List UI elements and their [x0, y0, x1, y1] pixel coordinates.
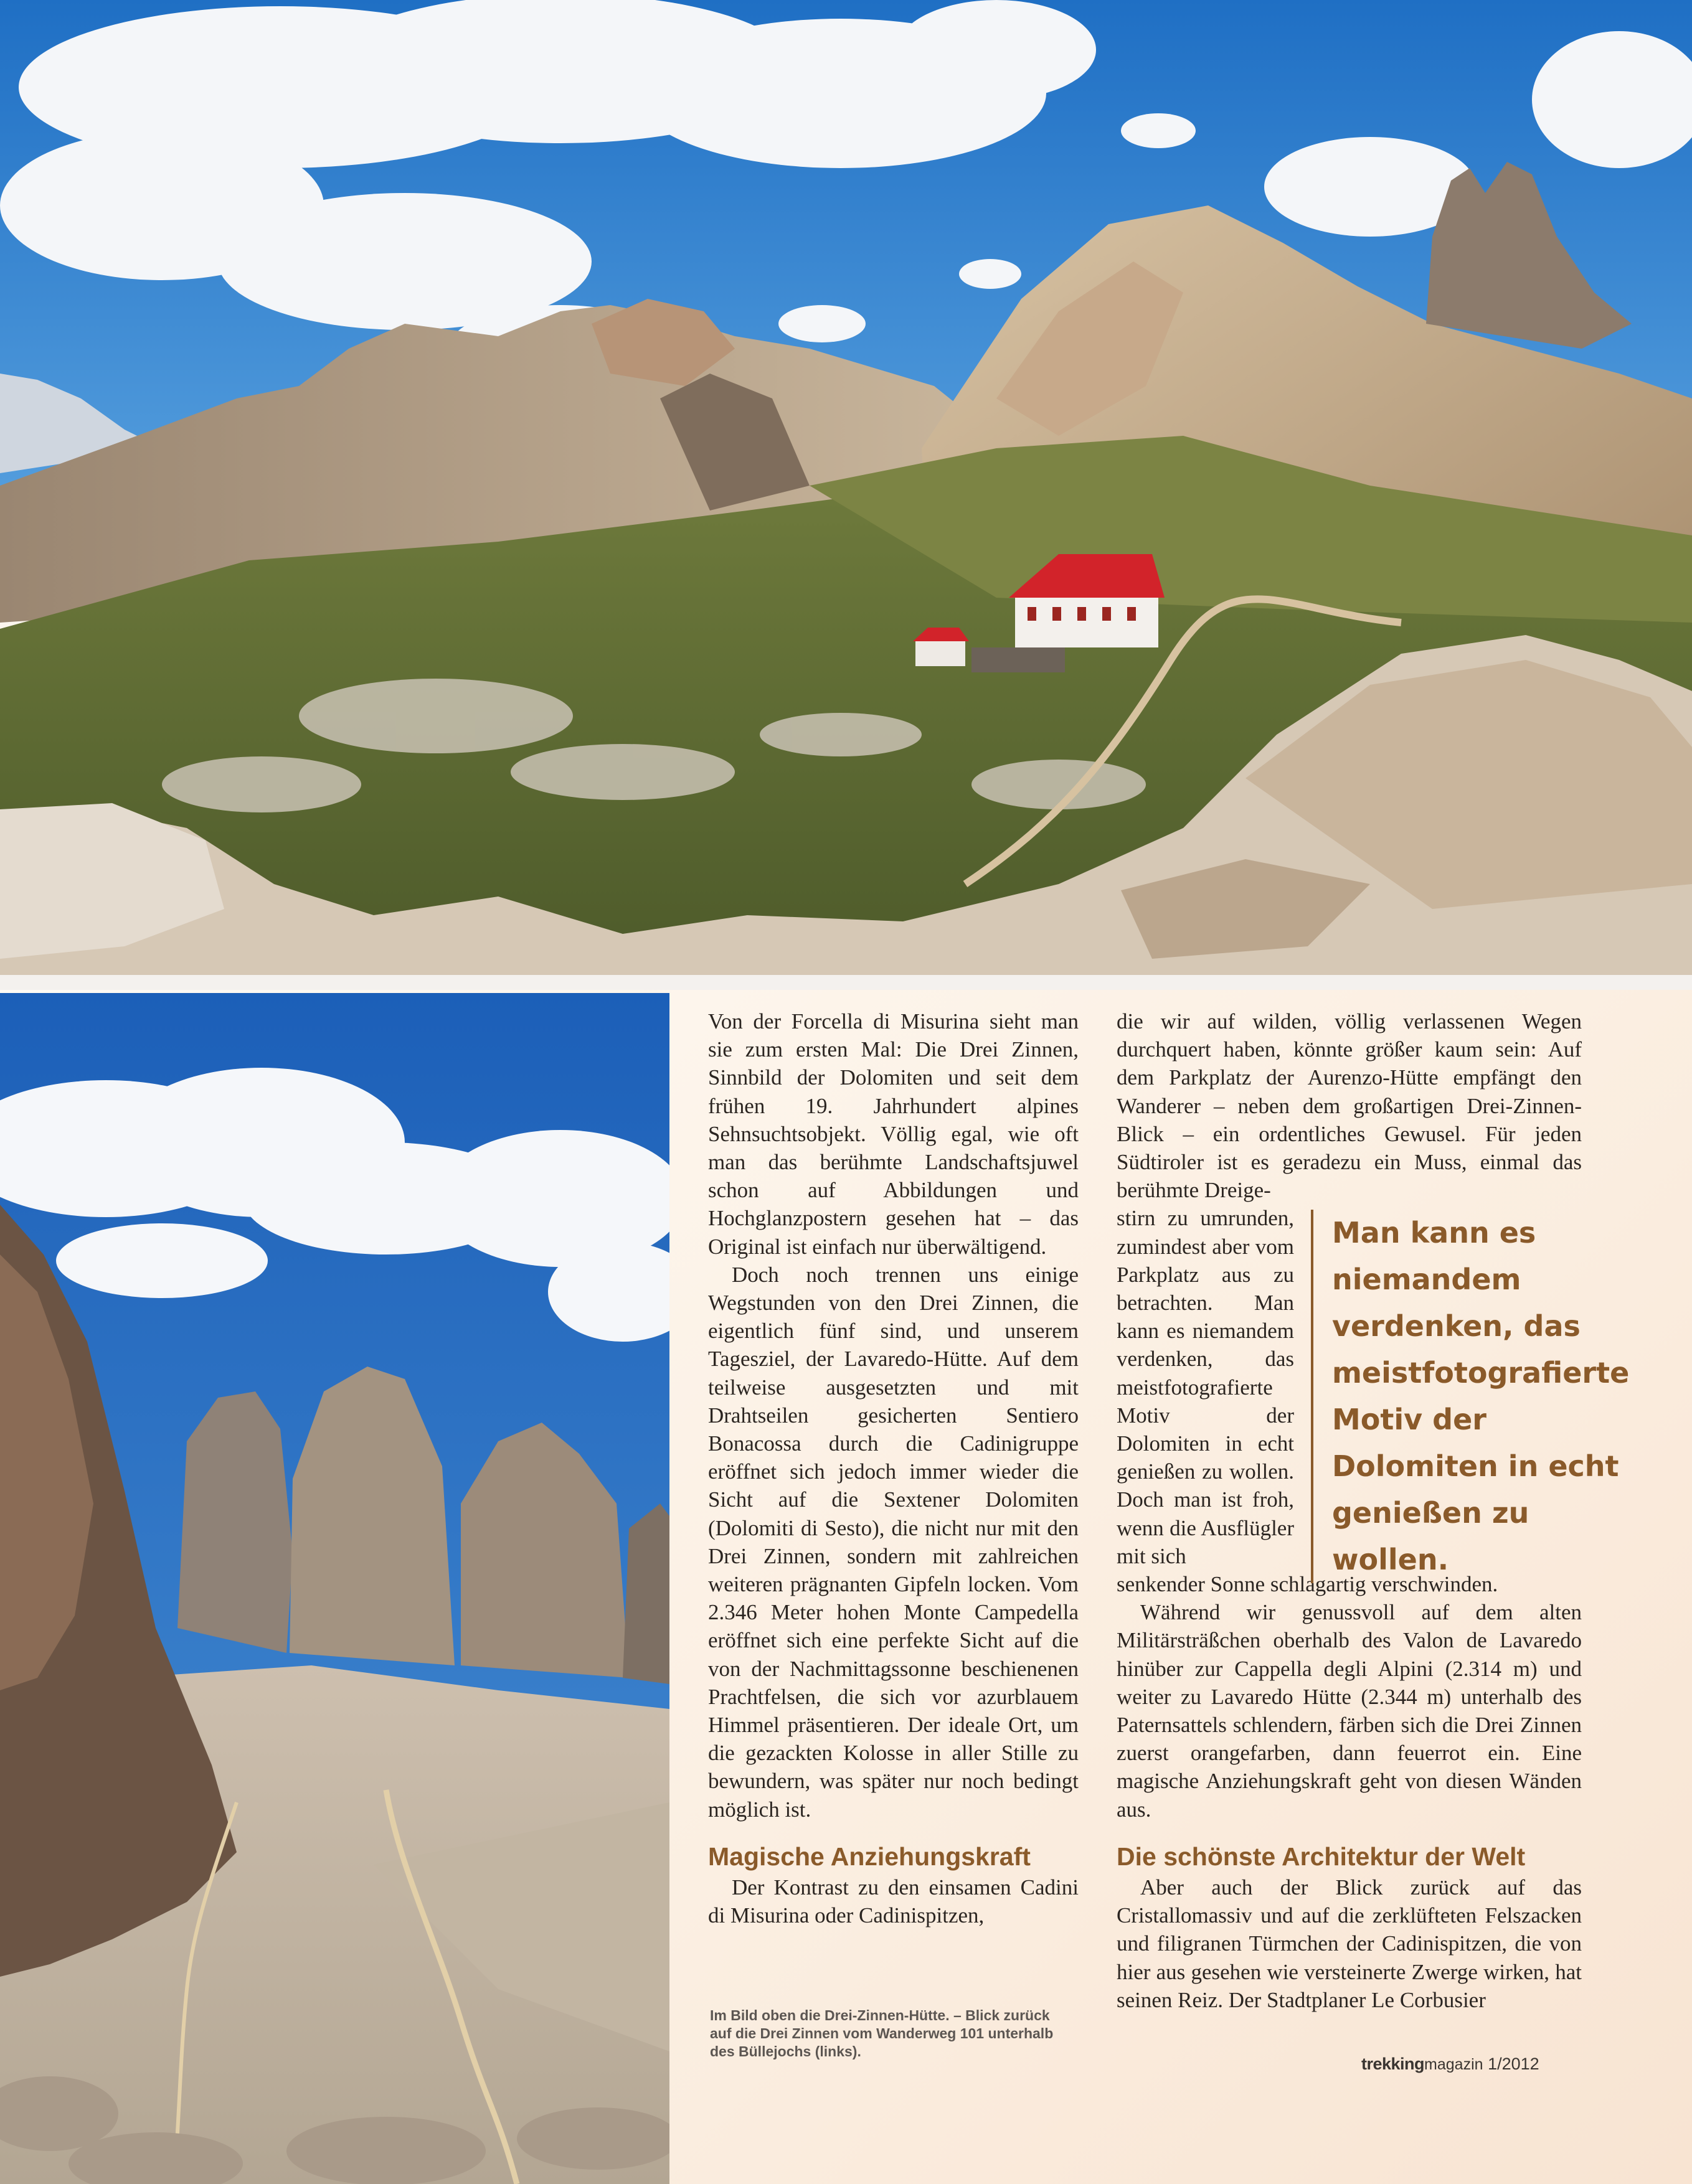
paragraph: senkender Sonne schlagartig verschwinden. — [1117, 1572, 1498, 1597]
paragraph: Während wir genussvoll auf dem alten Militärsträßchen oberhalb des Valon de Lavaredo hinüber zur Cappella degli Alpini (2.314 m) und weiter zu Lavaredo Hütte (2.344 m) unterhalb des Paternsattels schlendern, färben sich die Drei Zinnen zuerst orangefarben, dann feuerrot ein. Eine magische Anziehungskraft geht von diesen Wänden aus. — [1117, 1600, 1582, 1822]
kleine-zinne — [177, 1391, 293, 1653]
paragraph-beside-quote: stirn zu umrunden, zumindest aber vom Parkplatz aus zu betrachten. Man kann es niemandem verdenken, das meistfotografierte Motiv der Dolomiten in echt genießen zu wollen. Doch man ist froh, wenn die Ausflügler mit sich — [1117, 1206, 1294, 1568]
section-heading: Magische Anziehungskraft — [708, 1842, 1031, 1871]
page-footer — [1361, 2055, 1539, 2074]
article-column-1 — [708, 1007, 1079, 1929]
paragraph: Aber auch der Blick zurück auf das Cristallomassiv und auf die zerklüfteten Felszacken und filigranen Türmchen der Cadinispitzen, die von hier aus gesehen wie versteinerte Zwerge wirken, hat seinen Reiz. Der Stadtplaner Le Corbusier — [1117, 1875, 1582, 2012]
photo-caption: Im Bild oben die Drei-Zinnen-Hütte. – Blick zurück auf die Drei Zinnen vom Wanderweg 101 unterhalb des Büllejochs (links). — [710, 2007, 1054, 2059]
magazine-label: magazin — [1424, 2056, 1483, 2073]
paragraph: die wir auf wilden, völlig verlassenen Wegen durchquert haben, könnte größer kaum sein: Auf dem Parkplatz der Aurenzo-Hütte empfängt den Wanderer – neben dem großartigen Drei-Zinnen-Blick – ein ordentliches Gewusel. Für jeden Südtiroler ist es geradezu ein Muss, einmal das berühmte Dreige- — [1117, 1009, 1582, 1203]
hero-photo — [0, 0, 1692, 975]
pull-quote: Man kann es niemandem verdenken, das meistfotografierte Motiv der Dolomiten in echt genießen zu wollen. — [1311, 1210, 1625, 1583]
paragraph: Doch noch trennen uns einige Wegstunden von den Drei Zinnen, die eigentlich fünf sind, und unserem Tagesziel, der Lavaredo-Hütte. Auf dem teilweise ausgesetzten und mit Drahtseilen gesicherten Sentiero Bonacossa durch die Cadinigruppe eröffnet sich jedoch immer wieder die Sicht auf die Sextener Dolomiten (Dolomiti di Sesto), die nicht nur mit den Drei Zinnen, sondern mit zahlreichen weiteren prägnanten Gipfeln locken. Vom 2.346 Meter hohen Monte Campedella eröffnet sich eine perfekte Sicht auf die von der Nachmittagssonne beschienenen Prachtfelsen, die sich vor azurblauem Himmel präsentieren. Der ideale Ort, um die gezackten Kolosse in aller Stille zu bewundern, was später nur noch bedingt möglich ist. — [708, 1262, 1079, 1822]
paragraph: Von der Forcella di Misurina sieht man sie zum ersten Mal: Die Drei Zinnen, Sinnbild der Dolomiten und seit dem frühen 19. Jahrhundert alpines Sehnsuchtsobjekt. Völlig egal, wie oft man das berühmte Landschaftsjuwel schon auf Abbildungen und Hochglanzpostern gesehen hat – das Original ist einfach nur überwältigend. — [708, 1009, 1079, 1259]
magazine-brand: trekking — [1361, 2055, 1425, 2073]
paragraph: Der Kontrast zu den einsamen Cadini di Misurina oder Cadinispitzen, — [708, 1875, 1079, 1928]
side-photo — [0, 993, 669, 2184]
issue-number: 1/2012 — [1488, 2055, 1539, 2073]
section-heading: Die schönste Architektur der Welt — [1117, 1842, 1526, 1871]
hero-divider — [0, 975, 1692, 990]
